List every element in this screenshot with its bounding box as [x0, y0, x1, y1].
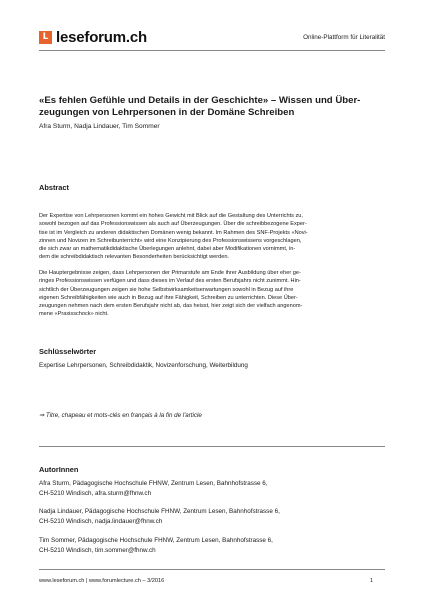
- footer-links[interactable]: www.leseforum.ch | www.forumlecture.ch – 3/2016: [39, 578, 165, 584]
- keywords-text: Expertise Lehrpersonen, Schreibdidaktik, Novizenforschung, Weiterbildung: [39, 362, 248, 369]
- abstract-paragraph-2: [39, 269, 387, 319]
- logo-text: leseforum.ch: [56, 28, 147, 46]
- contact-line: Afra Sturm, Pädagogische Hochschule FHNW, Zentrum Lesen, Bahnhofstrasse 6,: [39, 480, 268, 487]
- page-number: 1: [370, 578, 374, 584]
- author-contact: [39, 507, 339, 526]
- text-line: mene «Praxisschock» nicht.: [39, 311, 109, 318]
- contact-line: CH-5210 Windisch, nadja.lindauer@fhnw.ch: [39, 517, 163, 525]
- abstract-heading: Abstract: [39, 183, 69, 192]
- text-line: ringes Professionswissen verfügen und dass dieses im Verlauf des ersten Berufsjahrs nicht zunimmt. Hin-: [39, 278, 301, 285]
- site-tagline: Online-Plattform für Literalität: [303, 34, 385, 41]
- section-divider: [39, 446, 385, 447]
- contact-line: Nadja Lindauer, Pädagogische Hochschule FHNW, Zentrum Lesen, Bahnhofstrasse 6,: [39, 508, 280, 515]
- text-line: die sich zwar an mathematikdidaktische Überlegungen anlehnt, dabei aber Modifikationen vornimmt, in-: [39, 246, 296, 253]
- text-line: dem die schreibdidaktisch relevanten Besonderheiten berücksichtigt werden.: [39, 254, 229, 261]
- title-line-1: «Es fehlen Gefühle und Details in der Geschichte» – Wissen und Über-: [39, 95, 361, 106]
- text-line: zinnen und Novizen im Schreibunterricht» wird eine Konzipierung des Professionswissens vorgeschlagen,: [39, 237, 302, 244]
- text-line: eigenen Schreibfähigkeiten wie auch in Bezug auf ihre Fähigkeit, Schreiben zu unterrichten. Diese Über-: [39, 294, 298, 301]
- article-title: [39, 95, 389, 119]
- contact-line: CH-5210 Windisch, afra.sturm@fhnw.ch: [39, 489, 152, 497]
- contact-line: CH-5210 Windisch, tim.sommer@fhnw.ch: [39, 546, 156, 554]
- keywords-heading: Schlüsselwörter: [39, 347, 97, 356]
- title-line-2: zeugungen von Lehrpersonen in der Domäne Schreiben: [39, 107, 295, 118]
- text-line: Die Hauptergebnisse zeigen, dass Lehrpersonen der Primarstufe am Ende ihrer Ausbildung über eher ge-: [39, 270, 301, 276]
- author-contact: [39, 479, 339, 498]
- french-version-note[interactable]: ⇒ Titre, chapeau et mots-clés en français à la fin de l'article: [39, 412, 202, 419]
- text-line: zeugungen nehmen nach dem ersten Berufsjahr nicht ab, das heisst, hier zeigt sich der vielfach angenom-: [39, 303, 303, 310]
- footer-divider: [39, 569, 385, 570]
- header-divider: [39, 50, 385, 51]
- site-logo[interactable]: [39, 27, 147, 47]
- page-header: [39, 27, 385, 47]
- text-line: sichtlich der Überzeugungen zeigen sie hohe Selbstwirksamkeitserwartungen sowohl in Bezug auf ihre: [39, 286, 294, 293]
- text-line: tise ist im Vergleich zu anderen didaktischen Domänen wenig bekannt. Im Rahmen des SNF-Projekts «Novi-: [39, 229, 308, 236]
- article-authors: Afra Sturm, Nadja Lindauer, Tim Sommer: [39, 123, 160, 130]
- contact-line: Tim Sommer, Pädagogische Hochschule FHNW, Zentrum Lesen, Bahnhofstrasse 6,: [39, 537, 273, 544]
- text-line: Der Expertise von Lehrpersonen kommt ein hohes Gewicht mit Blick auf die Gestaltung des Unterrichts zu,: [39, 213, 303, 219]
- abstract-paragraph-1: [39, 212, 387, 262]
- leseforum-logo-icon: L: [39, 31, 52, 44]
- text-line: sowohl bezogen auf das Professionswissen als auch auf Überzeugungen. Über die schreibbezogene Exper-: [39, 221, 307, 228]
- authors-heading: AutorInnen: [39, 465, 79, 474]
- author-contact: [39, 536, 339, 555]
